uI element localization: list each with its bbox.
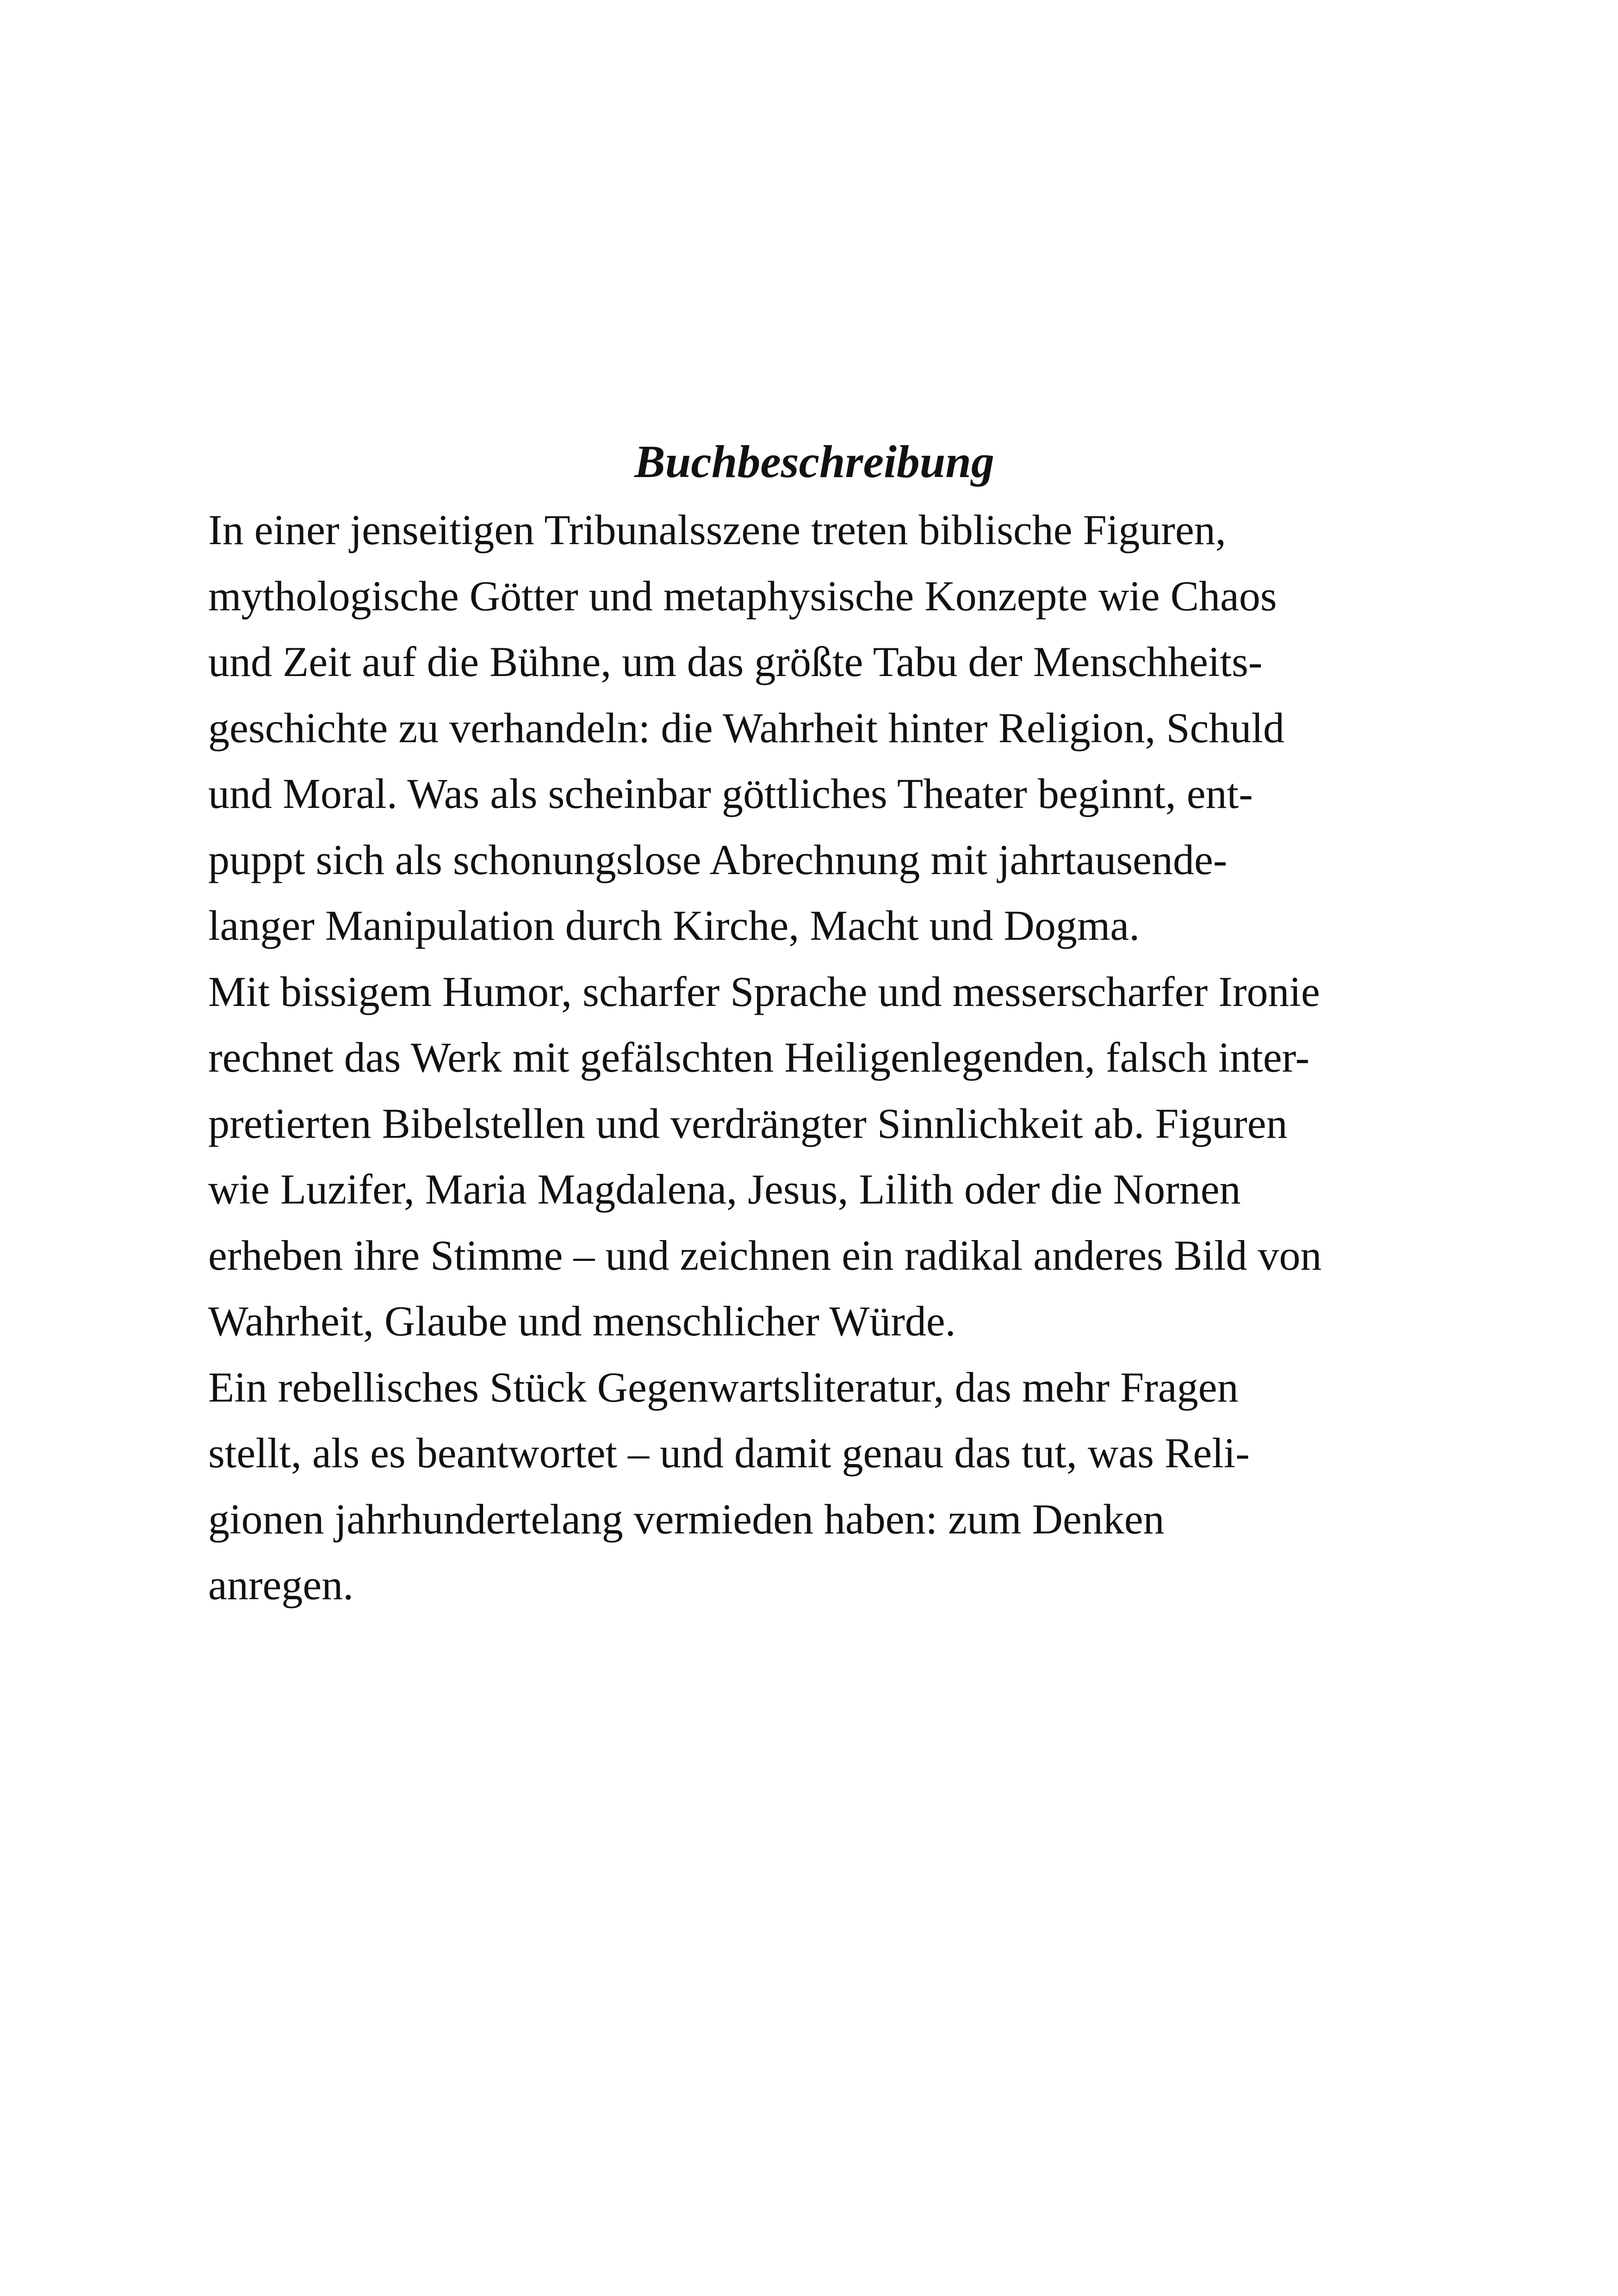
text-line: pretierten Bibelstellen und verdrängter Sinnlichkeit ab. Figuren — [208, 1099, 1288, 1147]
text-line: langer Manipulation durch Kirche, Macht und Dogma. — [208, 902, 1140, 949]
book-description — [208, 430, 1420, 1618]
text-line: geschichte zu verhandeln: die Wahrheit hinter Religion, Schuld — [208, 704, 1285, 751]
heading: Buchbeschreibung — [634, 436, 994, 487]
text-line: Mit bissigem Humor, scharfer Sprache und messerscharfer Ironie — [208, 968, 1320, 1015]
text-line: Wahrheit, Glaube und menschlicher Würde. — [208, 1297, 956, 1345]
text-line: mythologische Götter und metaphysische Konzepte wie Chaos — [208, 572, 1277, 620]
text-line: In einer jenseitigen Tribunalsszene treten biblische Figuren, — [208, 506, 1226, 553]
text-line: stellt, als es beantwortet – und damit genau das tut, was Reli- — [208, 1429, 1250, 1477]
text-line: wie Luzifer, Maria Magdalena, Jesus, Lilith oder die Nornen — [208, 1166, 1241, 1213]
text-line: rechnet das Werk mit gefälschten Heiligenlegenden, falsch inter- — [208, 1034, 1310, 1081]
text-line: erheben ihre Stimme – und zeichnen ein radikal anderes Bild von — [208, 1231, 1322, 1279]
text-line: anregen. — [208, 1561, 354, 1608]
text-line: Ein rebellisches Stück Gegenwartsliteratur, das mehr Fragen — [208, 1363, 1239, 1411]
text-line: und Zeit auf die Bühne, um das größte Tabu der Menschheits- — [208, 638, 1263, 685]
text-line: und Moral. Was als scheinbar göttliches Theater beginnt, ent- — [208, 770, 1253, 817]
text-line: gionen jahrhundertelang vermieden haben: zum Denken — [208, 1495, 1165, 1543]
text-line: puppt sich als schonungslose Abrechnung mit jahrtausende- — [208, 836, 1227, 883]
